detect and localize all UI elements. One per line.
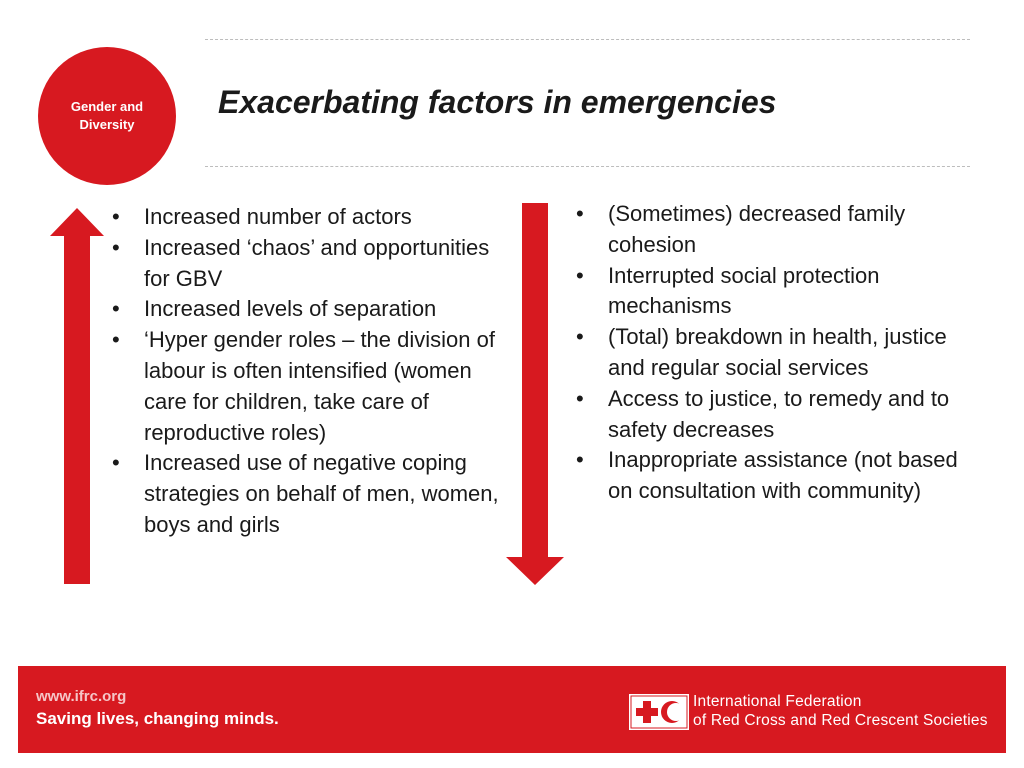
list-item: • Access to justice, to remedy and to safety decreases — [574, 384, 969, 446]
footer-slogan: Saving lives, changing minds. — [36, 709, 279, 728]
org-name-line-2: of Red Cross and Red Crescent Societies — [693, 712, 988, 729]
red-cross-icon — [630, 695, 688, 729]
footer-bar — [18, 666, 1006, 753]
list-item: • Increased ‘chaos’ and opportunities for GBV — [110, 233, 500, 295]
list-item: • Increased levels of separation — [110, 294, 500, 325]
list-item: • Increased number of actors — [110, 202, 500, 233]
arrow-up-icon — [50, 208, 104, 584]
section-badge — [38, 47, 176, 185]
list-item: • ‘Hyper gender roles – the division of labour is often intensified (women care for children, take care of reproductive roles) — [110, 325, 500, 448]
list-item: • (Total) breakdown in health, justice and regular social services — [574, 322, 969, 384]
footer-url-link[interactable]: www.ifrc.org — [36, 688, 127, 705]
list-item: • Increased use of negative coping strategies on behalf of men, women, boys and girls — [110, 448, 500, 540]
list-item: • Interrupted social protection mechanisms — [574, 261, 969, 323]
list-item: • (Sometimes) decreased family cohesion — [574, 199, 969, 261]
top-divider — [205, 39, 970, 40]
increased-factors-list — [110, 202, 500, 541]
title-divider — [205, 166, 970, 167]
arrow-down-icon — [506, 203, 564, 585]
red-cross-red-crescent-logo — [629, 694, 689, 730]
slide-title: Exacerbating factors in emergencies — [218, 84, 777, 120]
org-name-line-1: International Federation — [693, 693, 862, 710]
badge-label: Gender and Diversity — [70, 99, 144, 132]
list-item: • Inappropriate assistance (not based on consultation with community) — [574, 445, 969, 507]
decreased-factors-list — [574, 199, 969, 507]
